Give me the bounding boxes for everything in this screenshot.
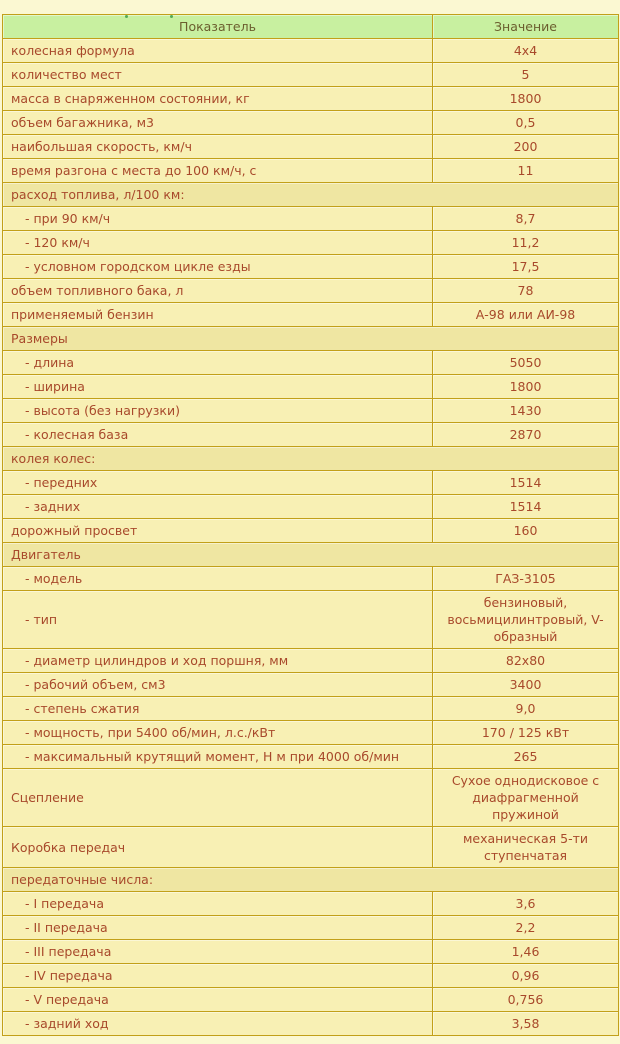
row-label: масса в снаряженном состоянии, кг [3,87,433,111]
row-value: 1430 [433,399,619,423]
row-label: - передних [3,471,433,495]
row-label: объем багажника, м3 [3,111,433,135]
row-value: 200 [433,135,619,159]
section-row [3,868,619,892]
row-value: А-98 или АИ-98 [433,303,619,327]
row-value: 3,58 [433,1012,619,1036]
row-label: - условном городском цикле езды [3,255,433,279]
row-value: 3,6 [433,892,619,916]
row-label: - II передача [3,916,433,940]
table-row [3,159,619,183]
spec-table [2,14,619,1036]
section-row [3,183,619,207]
table-row [3,255,619,279]
table-row [3,567,619,591]
row-label: - колесная база [3,423,433,447]
table-row [3,471,619,495]
row-value: 0,5 [433,111,619,135]
table-row [3,351,619,375]
row-value: 1800 [433,87,619,111]
row-value: 160 [433,519,619,543]
row-value: 9,0 [433,697,619,721]
table-row [3,916,619,940]
table-row [3,495,619,519]
row-label: - модель [3,567,433,591]
header-indicator: Показатель [3,15,433,39]
table-row [3,988,619,1012]
section-row [3,447,619,471]
section-label: Размеры [3,327,619,351]
table-row [3,303,619,327]
row-label: - при 90 км/ч [3,207,433,231]
table-row [3,423,619,447]
row-value: бензиновый, восьмицилинтровый, V-образный [433,591,619,649]
row-value: 1514 [433,495,619,519]
row-value: 265 [433,745,619,769]
clipped-title-fragment [0,14,620,20]
row-label: - тип [3,591,433,649]
row-value: механическая 5-ти ступенчатая [433,827,619,868]
row-value: 1514 [433,471,619,495]
row-value: 3400 [433,673,619,697]
row-label: - максимальный крутящий момент, Н м при 4000 об/мин [3,745,433,769]
section-row [3,543,619,567]
row-label: колесная формула [3,39,433,63]
table-row [3,769,619,827]
row-label: - 120 км/ч [3,231,433,255]
row-label: применяемый бензин [3,303,433,327]
table-row [3,39,619,63]
section-label: колея колес: [3,447,619,471]
table-row [3,1012,619,1036]
table-row [3,591,619,649]
row-label: - задних [3,495,433,519]
row-label: количество мест [3,63,433,87]
section-row [3,327,619,351]
row-value: 1,46 [433,940,619,964]
row-label: дорожный просвет [3,519,433,543]
table-row [3,827,619,868]
table-row [3,721,619,745]
row-label: - ширина [3,375,433,399]
row-label: Сцепление [3,769,433,827]
table-row [3,399,619,423]
row-value: 17,5 [433,255,619,279]
row-label: - III передача [3,940,433,964]
table-row [3,207,619,231]
row-value: 0,96 [433,964,619,988]
row-label: - мощность, при 5400 об/мин, л.с./кВт [3,721,433,745]
row-label: - рабочий объем, см3 [3,673,433,697]
row-value: 5050 [433,351,619,375]
row-value: Сухое однодисковое с диафрагменной пружиной [433,769,619,827]
row-label: - степень сжатия [3,697,433,721]
table-row [3,964,619,988]
section-label: расход топлива, л/100 км: [3,183,619,207]
section-label: передаточные числа: [3,868,619,892]
table-row [3,111,619,135]
row-label: Коробка передач [3,827,433,868]
table-row [3,649,619,673]
row-label: - высота (без нагрузки) [3,399,433,423]
row-label: - V передача [3,988,433,1012]
row-value: 1800 [433,375,619,399]
row-value: 11 [433,159,619,183]
table-row [3,697,619,721]
row-value: 5 [433,63,619,87]
row-value: 82x80 [433,649,619,673]
row-label: - IV передача [3,964,433,988]
row-value: 4x4 [433,39,619,63]
row-label: - I передача [3,892,433,916]
row-value: 8,7 [433,207,619,231]
row-value: 0,756 [433,988,619,1012]
table-row [3,745,619,769]
table-row [3,375,619,399]
row-value: 2,2 [433,916,619,940]
header-value: Значение [433,15,619,39]
row-value: 170 / 125 кВт [433,721,619,745]
table-row [3,135,619,159]
row-value: 78 [433,279,619,303]
table-row [3,279,619,303]
table-row [3,940,619,964]
row-label: наибольшая скорость, км/ч [3,135,433,159]
table-row [3,63,619,87]
table-row [3,892,619,916]
table-row [3,519,619,543]
row-label: - задний ход [3,1012,433,1036]
row-value: 2870 [433,423,619,447]
row-label: - длина [3,351,433,375]
spec-table-body [3,39,619,1036]
row-value: 11,2 [433,231,619,255]
row-value: ГАЗ-3105 [433,567,619,591]
row-label: время разгона с места до 100 км/ч, с [3,159,433,183]
table-row [3,673,619,697]
row-label: объем топливного бака, л [3,279,433,303]
row-label: - диаметр цилиндров и ход поршня, мм [3,649,433,673]
table-row [3,231,619,255]
table-row [3,87,619,111]
section-label: Двигатель [3,543,619,567]
